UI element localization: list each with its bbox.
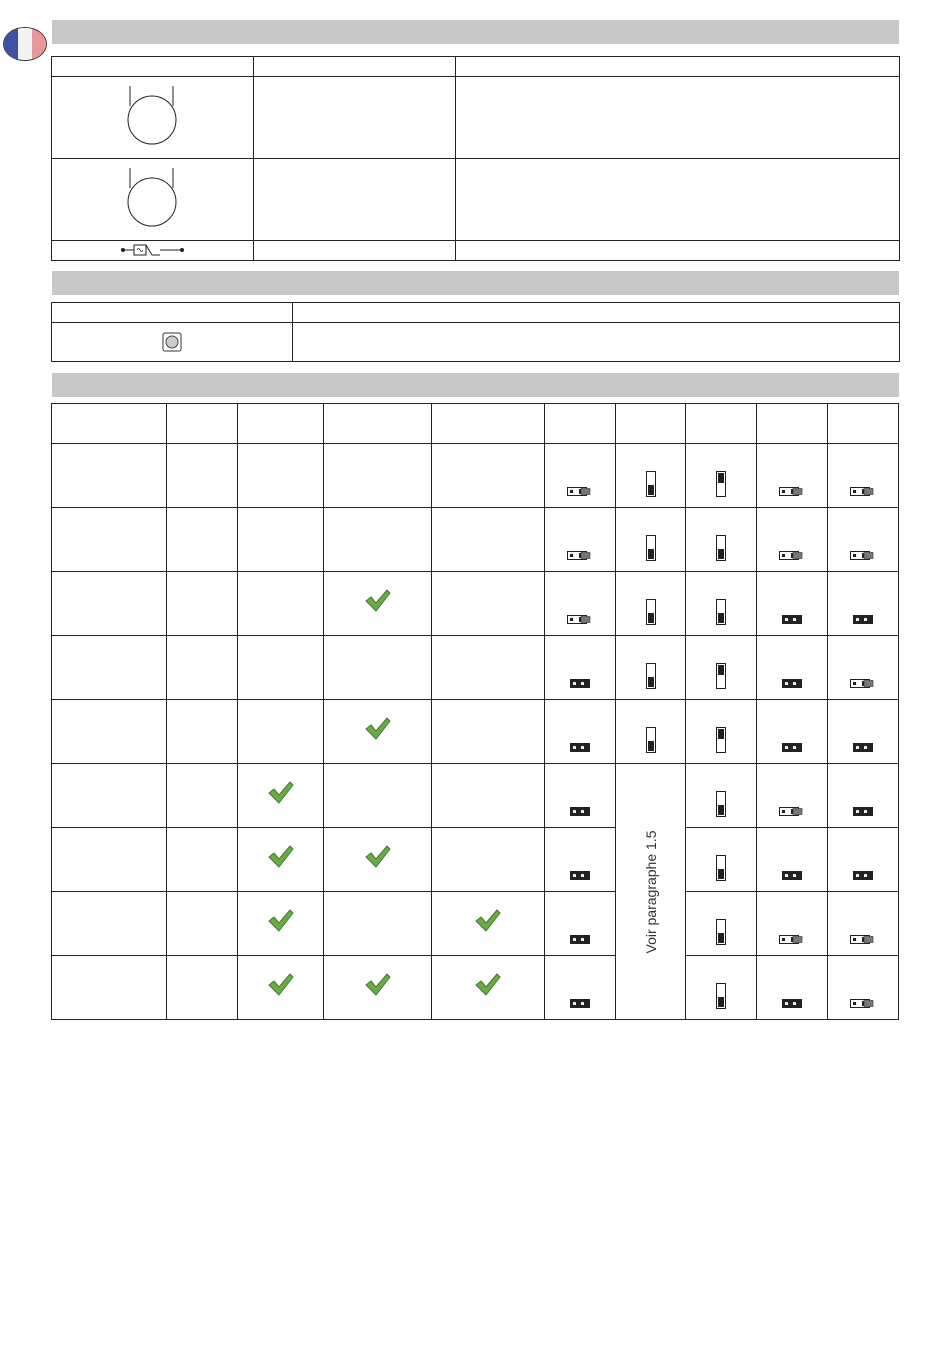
check-icon <box>268 845 294 869</box>
dip-switch-down-icon <box>646 727 656 753</box>
s3-switch-cell-5 <box>828 764 899 828</box>
jumper-closed-icon <box>853 743 873 753</box>
s3-switch-cell-1 <box>545 572 616 636</box>
jumper-closed-icon <box>782 871 802 881</box>
jumper-open-icon <box>779 807 805 817</box>
s3-switch-cell-4 <box>757 700 828 764</box>
s1-header-col1 <box>52 57 254 77</box>
check-icon <box>475 973 501 997</box>
s3-text-cell <box>167 508 238 572</box>
section-1-table <box>51 56 900 261</box>
s3-switch-cell-4 <box>757 508 828 572</box>
s3-switch-cell-5 <box>828 956 899 1020</box>
s3-switch-cell-3 <box>686 764 757 828</box>
flag-stripe-white <box>18 28 32 60</box>
s3-text-cell <box>52 572 167 636</box>
jumper-closed-icon <box>853 807 873 817</box>
s3-text-cell <box>167 700 238 764</box>
section-3-table <box>51 403 899 1020</box>
s3-check-cell <box>324 764 432 828</box>
s3-check-cell <box>238 508 324 572</box>
s3-switch-cell-2 <box>616 508 686 572</box>
s3-switch-cell-3 <box>686 508 757 572</box>
jumper-closed-icon <box>782 999 802 1009</box>
jumper-open-icon <box>567 615 593 625</box>
s3-text-cell <box>167 764 238 828</box>
s3-header-col9 <box>757 404 828 444</box>
s3-switch-cell-5 <box>828 828 899 892</box>
s3-text-cell <box>167 956 238 1020</box>
s3-text-cell <box>167 636 238 700</box>
s3-check-cell <box>432 828 545 892</box>
s1-symbol-cell <box>52 159 254 241</box>
s3-check-cell <box>432 700 545 764</box>
s3-switch-cell-1 <box>545 764 616 828</box>
coil-icon <box>123 84 183 146</box>
s3-text-cell <box>52 828 167 892</box>
dip-switch-down-icon <box>716 983 726 1009</box>
dip-switch-down-icon <box>646 663 656 689</box>
s3-switch-cell-2 <box>616 700 686 764</box>
s3-check-cell <box>238 892 324 956</box>
s3-header-col1 <box>52 404 167 444</box>
table-row <box>52 444 899 508</box>
dip-switch-down-icon <box>646 471 656 497</box>
french-flag-icon <box>3 27 47 61</box>
jumper-open-icon <box>567 551 593 561</box>
s3-check-cell <box>324 444 432 508</box>
s3-text-cell <box>52 636 167 700</box>
s3-switch-cell-5 <box>828 444 899 508</box>
jumper-closed-icon <box>782 743 802 753</box>
dip-switch-up-icon <box>716 727 726 753</box>
s3-switch-cell-3 <box>686 636 757 700</box>
s3-check-cell <box>324 956 432 1020</box>
s3-text-cell <box>167 444 238 508</box>
s3-text-cell <box>167 892 238 956</box>
s3-switch-cell-1 <box>545 700 616 764</box>
jumper-open-icon <box>850 551 876 561</box>
s3-switch-cell-4 <box>757 572 828 636</box>
s1-col3-cell <box>456 241 900 261</box>
check-icon <box>268 973 294 997</box>
s3-switch-cell-3 <box>686 828 757 892</box>
s3-switch-cell-2 <box>616 444 686 508</box>
jumper-open-icon <box>567 487 593 497</box>
jumper-open-icon <box>850 935 876 945</box>
s3-switch-cell-4 <box>757 636 828 700</box>
flag-stripe-blue <box>4 28 18 60</box>
check-icon <box>475 909 501 933</box>
jumper-closed-icon <box>853 871 873 881</box>
s3-header-col2 <box>167 404 238 444</box>
s1-col2-cell <box>254 241 456 261</box>
s3-switch-cell-4 <box>757 956 828 1020</box>
s3-check-cell <box>432 444 545 508</box>
s3-check-cell <box>238 444 324 508</box>
s3-switch-cell-3 <box>686 572 757 636</box>
s3-header-col10 <box>828 404 899 444</box>
s3-text-cell <box>52 508 167 572</box>
coil-icon <box>123 166 183 228</box>
s3-switch-cell-3 <box>686 444 757 508</box>
s3-text-cell <box>52 956 167 1020</box>
table-row <box>52 700 899 764</box>
section-1-header-band <box>52 20 899 44</box>
table-row <box>52 956 899 1020</box>
s3-check-cell <box>432 572 545 636</box>
s3-check-cell <box>432 508 545 572</box>
s1-symbol-cell <box>52 77 254 159</box>
table-row <box>52 892 899 956</box>
merged-note-text: Voir paragraphe 1.5 <box>642 830 659 953</box>
check-icon <box>268 909 294 933</box>
table-row <box>52 636 899 700</box>
s1-col3-cell <box>456 77 900 159</box>
s3-text-cell <box>52 892 167 956</box>
s3-check-cell <box>238 636 324 700</box>
s2-symbol-cell <box>52 323 293 362</box>
s3-switch-cell-5 <box>828 508 899 572</box>
jumper-closed-icon <box>782 679 802 689</box>
dip-switch-up-icon <box>716 663 726 689</box>
s3-switch-cell-2 <box>616 572 686 636</box>
s3-text-cell <box>167 572 238 636</box>
s3-text-cell <box>52 700 167 764</box>
diode-switch-icon <box>120 243 186 257</box>
s3-check-cell <box>324 892 432 956</box>
s3-header-col7 <box>616 404 686 444</box>
s3-switch-cell-5 <box>828 636 899 700</box>
jumper-open-icon <box>779 935 805 945</box>
s3-check-cell <box>238 956 324 1020</box>
check-icon <box>365 589 391 613</box>
s1-col2-cell <box>254 159 456 241</box>
jumper-closed-icon <box>570 807 590 817</box>
s3-switch-cell-3 <box>686 700 757 764</box>
s3-check-cell <box>238 764 324 828</box>
jumper-closed-icon <box>570 935 590 945</box>
jumper-closed-icon <box>570 871 590 881</box>
s3-switch-cell-3 <box>686 956 757 1020</box>
jumper-open-icon <box>850 487 876 497</box>
dip-switch-down-icon <box>716 855 726 881</box>
s3-switch-cell-1 <box>545 636 616 700</box>
jumper-closed-icon <box>570 743 590 753</box>
jumper-closed-icon <box>853 615 873 625</box>
jumper-closed-icon <box>570 999 590 1009</box>
s3-check-cell <box>238 700 324 764</box>
jumper-open-icon <box>850 999 876 1009</box>
check-icon <box>365 717 391 741</box>
s3-switch-cell-1 <box>545 508 616 572</box>
section-2-table <box>51 302 900 362</box>
s3-check-cell <box>432 636 545 700</box>
s3-check-cell <box>324 572 432 636</box>
jumper-open-icon <box>779 551 805 561</box>
s3-switch-cell-3 <box>686 892 757 956</box>
s3-check-cell <box>324 636 432 700</box>
s3-switch-cell-4 <box>757 444 828 508</box>
jumper-open-icon <box>850 679 876 689</box>
table-row <box>52 764 899 828</box>
s3-switch-cell-1 <box>545 444 616 508</box>
dip-switch-down-icon <box>716 919 726 945</box>
dip-switch-down-icon <box>716 791 726 817</box>
s3-switch-cell-4 <box>757 892 828 956</box>
s3-switch-cell-1 <box>545 828 616 892</box>
table-row <box>52 159 900 241</box>
s3-check-cell <box>432 956 545 1020</box>
s3-check-cell <box>432 892 545 956</box>
s3-switch-cell-4 <box>757 828 828 892</box>
dip-switch-down-icon <box>646 599 656 625</box>
s3-check-cell <box>324 828 432 892</box>
jumper-open-icon <box>779 487 805 497</box>
button-icon <box>162 332 182 352</box>
s3-check-cell <box>324 508 432 572</box>
s3-check-cell <box>432 764 545 828</box>
flag-stripe-red <box>32 28 46 60</box>
s3-check-cell <box>238 828 324 892</box>
table-row <box>52 828 899 892</box>
s1-symbol-cell <box>52 241 254 261</box>
s3-text-cell <box>52 444 167 508</box>
s3-switch-cell-4 <box>757 764 828 828</box>
s3-text-cell <box>52 764 167 828</box>
jumper-closed-icon <box>782 615 802 625</box>
s3-text-cell <box>167 828 238 892</box>
section-3-header-band <box>52 373 899 397</box>
s3-header-col3 <box>238 404 324 444</box>
dip-switch-down-icon <box>716 535 726 561</box>
s2-header-col1 <box>52 303 293 323</box>
table-row <box>52 323 900 362</box>
s1-col2-cell <box>254 77 456 159</box>
table-row <box>52 77 900 159</box>
s1-header-col2 <box>254 57 456 77</box>
dip-switch-up-icon <box>716 471 726 497</box>
s1-header-col3 <box>456 57 900 77</box>
table-row <box>52 572 899 636</box>
s3-header-col4 <box>324 404 432 444</box>
s1-col3-cell <box>456 159 900 241</box>
jumper-closed-icon <box>570 679 590 689</box>
section-2-header-band <box>52 271 899 295</box>
table-row <box>52 241 900 261</box>
check-icon <box>365 845 391 869</box>
s2-header-col2 <box>293 303 900 323</box>
s3-switch-cell-1 <box>545 892 616 956</box>
dip-switch-down-icon <box>646 535 656 561</box>
s3-header-col8 <box>686 404 757 444</box>
s3-switch-cell-5 <box>828 892 899 956</box>
check-icon <box>365 973 391 997</box>
s3-check-cell <box>324 700 432 764</box>
s3-header-col5 <box>432 404 545 444</box>
s2-col2-cell <box>293 323 900 362</box>
table-row <box>52 508 899 572</box>
s3-switch-cell-5 <box>828 572 899 636</box>
s3-switch-cell-1 <box>545 956 616 1020</box>
s3-switch-cell-5 <box>828 700 899 764</box>
s3-merged-note-cell <box>616 764 686 1020</box>
s3-switch-cell-2 <box>616 636 686 700</box>
s3-check-cell <box>238 572 324 636</box>
check-icon <box>268 781 294 805</box>
dip-switch-down-icon <box>716 599 726 625</box>
s3-header-col6 <box>545 404 616 444</box>
